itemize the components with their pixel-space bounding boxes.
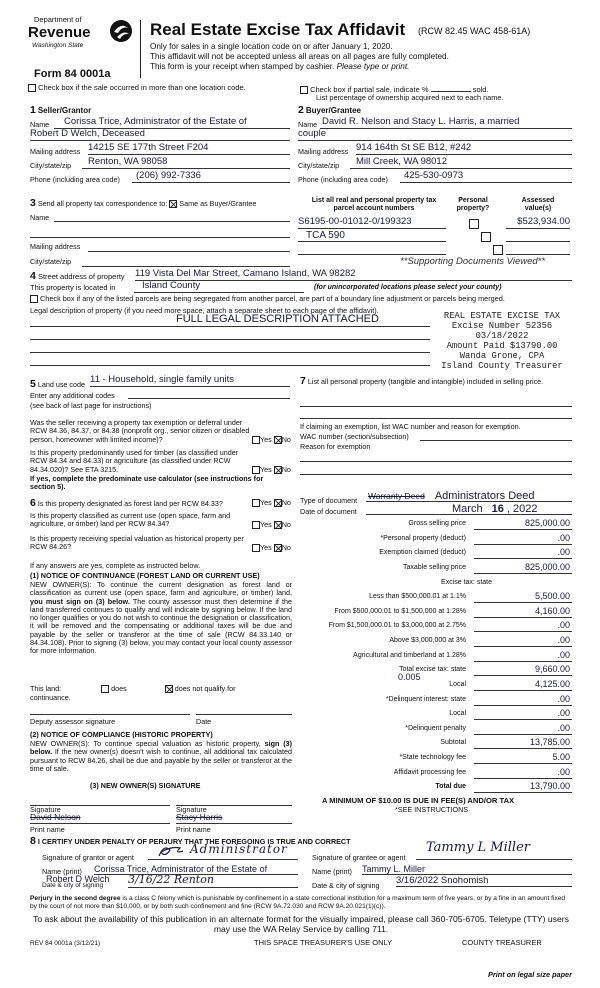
tax-row-value[interactable]: .00 [474,635,572,647]
tax-row-value[interactable]: 825,000.00 [474,562,572,574]
does-not-qualify-checkbox[interactable] [165,685,173,693]
tax-row [302,679,572,693]
assessed-value-1[interactable]: $523,934.00 [506,217,570,229]
seller-phone-label: Phone (including area code) [30,175,120,184]
historic-question: Is this property receiving special valuation as historical property per RCW 84.26? [30,534,244,552]
tax-row-value[interactable]: .00 [474,723,572,735]
tax-row-label: Local [449,680,466,688]
tax-row-value[interactable]: .00 [474,620,572,632]
exemption-question: Was the seller receiving a property tax exemption or deferral under RCW 84.36, 84.37, or 84.38 (nonprofit org., senior citizen or disabled person, homeowner with limited income)? [30,418,250,444]
see-instructions-note: *SEE INSTRUCTIONS [395,805,469,814]
tax-row-label: Gross selling price [408,520,466,527]
seller-name-line2[interactable]: Robert D Welch, Deceased [30,129,290,141]
grantor-signature-value: Administrator [190,842,288,856]
revenue-swirl-icon [108,18,134,44]
grantor-name-label: Name (print) [42,867,82,876]
section-4-number: 4 [30,270,36,282]
tax-row [302,650,572,664]
personal-property-header: Personal property? [456,197,490,213]
owner-sig-label-2: Signature [176,805,207,814]
treasurer-stamp [426,312,578,372]
tax-row [302,577,572,591]
buyer-phone-label: Phone (including area code) [298,175,388,184]
notice-1-text-c: The county assessor must then determine if the land transferred continues to qualify and will indicate by signing below. If the land no longer qualifies or you do not wish to continue the designation or classification, it will be removed and the compensating or additional taxes will be due and payable by the seller or transferor at the time of sale (RCW 84.33.140 or 84.34.108). Prior to signing (3) below, you may contact your local county assessor for more information. [30,596,293,656]
legal-description-field[interactable]: FULL LEGAL DESCRIPTION ATTACHED [176,313,379,325]
historic-no-checkbox[interactable] [274,544,282,552]
section-5-number: 5 [30,378,36,390]
treasurer-use-label: THIS SPACE TREASURER'S USE ONLY [254,938,393,947]
legal-size-note: Print on legal size paper [488,970,572,979]
owner-print-name-2[interactable]: Stacy Harris [176,813,292,824]
segregated-checkbox[interactable] [30,295,38,303]
page-title: Real Estate Excise Tax Affidavit [150,20,406,39]
unincorporated-note: (for unincorporated locations please select your county) [314,284,502,291]
forest-no-label: No [281,498,291,507]
subtitle-2: This affidavit will not be accepted unless all areas on all pages are fully completed. [150,52,449,61]
section-2-number: 2 [298,104,304,116]
notice-1-text-a: NEW OWNER(S): To continue the current designation as forest land or classification as current use (open space, farm and agriculture, or timber) land, [30,580,292,598]
seller-heading-label: Seller/Grantor [37,106,92,115]
tax-row [302,737,572,751]
doc-date-label: Date of document [300,507,357,516]
corr-addr-field[interactable] [88,240,290,252]
partial-sale-checkbox[interactable] [300,86,308,94]
section-3-text-b: Same as Buyer/Grantee [179,199,257,208]
tax-row-label: *Delinquent penalty [405,724,466,732]
forest-yes-checkbox[interactable] [252,499,260,507]
section-1-number: 1 [30,104,36,116]
any-yes-note: If any answers are yes, complete as instructed below. [30,561,201,570]
personal-property-checkbox-1[interactable] [469,219,479,229]
tax-row-value[interactable]: 4,160.00 [474,606,572,618]
tax-row [302,723,572,737]
doc-date-year: , 2022 [506,503,538,515]
multi-location-label: Check box if the sale occurred in more than one location code. [38,83,246,92]
section-7-heading [300,375,572,387]
tax-row-label: From $500,000.01 to $1,500,000 at 1.28% [334,607,466,615]
grantor-name-line1[interactable]: Corissa Trice, Administrator of the Estate of [94,864,298,875]
tax-row-value[interactable]: .00 [474,650,572,662]
legal-line-4[interactable] [30,355,430,366]
section-7-number: 7 [300,375,306,387]
notice-1-body [30,581,292,656]
forest-yes-no [252,499,291,507]
predominate-use-note: If yes, complete the predominate use calculator (see instructions for section 5). [30,474,264,492]
grantee-date-field[interactable]: 3/16/2022 Snohomish [396,876,572,887]
owner-sig-label-1: Signature [30,805,61,814]
grantor-date-field[interactable]: 3/16/22 Renton [128,874,298,888]
corr-name-field[interactable] [54,210,290,222]
tax-row-value[interactable]: 4,125.00 [474,679,572,691]
parcel-number-3[interactable] [298,243,446,255]
seller-addr-field[interactable]: 14215 SE 177th Street F204 [88,143,290,155]
buyer-city-label: City/state/zip [298,161,340,170]
tax-row [302,635,572,649]
buyer-addr-label: Mailing address [298,147,349,156]
grantee-signature-field[interactable] [416,840,572,860]
local-rate: 0.005 [398,672,421,682]
tax-row-label: From $1,500,000.01 to $3,000,000 at 2.75% [328,622,466,630]
tax-row-label: Agricultural and timberland at 1.28% [353,651,466,659]
tax-row-value[interactable]: .00 [474,533,572,545]
assessed-value-2[interactable] [506,230,570,242]
dor-logo [24,16,136,72]
ownership-note: List percentage of ownership acquired next to each name. [316,93,504,102]
tax-row-label: Total excise tax: state [399,666,466,674]
corr-name-field-2[interactable] [30,226,290,238]
seller-phone-field[interactable]: (206) 992-7336 [132,171,290,183]
property-street-field[interactable]: 119 Vista Del Mar Street, Camano Island, WA 98282 [135,269,572,281]
continuance-label: continuance. [30,693,71,702]
owner-print-name-1[interactable]: David Nelson [30,813,170,824]
historic-yes-label: Yes [260,543,272,552]
deputy-signature-label: Deputy assessor signature [30,717,116,726]
county-label: This property is located in [30,283,116,292]
stamp-line-4: Amount Paid $13790.00 [446,340,558,351]
historic-yes-checkbox[interactable] [252,544,260,552]
personal-property-line-2[interactable] [300,409,572,419]
doc-type-label: Type of document [300,496,358,505]
subtitle-3a: This form is your receipt when stamped by cashier. [150,62,335,71]
notice-1-title: (1) NOTICE OF CONTINUANCE (FOREST LAND OR CURRENT USE) [30,571,260,580]
exemption-no-label: No [281,435,291,444]
tax-row-label: Taxable selling price [402,563,466,571]
timber-yes-checkbox[interactable] [252,466,260,474]
grantor-sig-label: Signature of grantor or agent [42,853,134,862]
dept-line3: Washington State [32,42,84,49]
current-use-yes-no [252,521,291,529]
does-not-qualify-label: does not qualify for [174,684,236,693]
header-divider [140,20,141,78]
reason-label: Reason for exemption [300,442,371,451]
stamp-line-2: Excise Number 52356 [451,320,553,331]
tax-row-value[interactable]: .00 [474,708,572,720]
stamp-line-3: 03/18/2022 [475,330,529,341]
notice-2-text-c: If the new owner(s) doesn't wish to continue, all additional tax calculated pursuant to RCW 84.26, shall be due and payable by the seller or transferor at the time of sale. [30,747,292,773]
this-land-label: This land: [30,684,62,693]
tax-row [302,708,572,722]
buyer-name-line2[interactable]: couple [298,129,572,141]
assessed-value-3[interactable] [506,243,570,255]
perjury-title: Perjury in the second degree [30,895,121,902]
historic-no-label: No [281,543,291,552]
tax-row-label: *Personal property (deduct) [380,534,466,542]
forest-yes-label: Yes [260,498,272,507]
buyer-addr-field[interactable]: 914 164th St SE B12, #242 [356,143,572,155]
section-3-heading [30,197,256,209]
subtitle-3b: Please type or print. [336,62,410,71]
exemption-yes-label: Yes [260,435,272,444]
tax-row-value[interactable]: 5.00 [474,752,572,764]
current-use-yes-checkbox[interactable] [252,521,260,529]
grantor-date-label: Date & city of signing [42,882,104,889]
seller-heading [30,104,91,116]
assessed-value-header: Assessed value(s) [521,197,555,213]
seller-name-label: Name [30,120,50,129]
seller-city-field[interactable]: Renton, WA 98058 [82,157,290,169]
seller-city-label: City/state/zip [30,161,72,170]
tax-row [302,533,572,547]
land-use-field[interactable]: 11 - Household, single family units [90,375,290,387]
buyer-heading [298,104,361,116]
does-qualify-checkbox[interactable] [101,685,109,693]
current-use-question: Is this property classified as current use (open space, farm and agriculture, or timber) land per RCW 84.34? [30,511,231,529]
tax-row-value[interactable]: 13,790.00 [474,781,572,793]
notice-1-text-b: you must sign on (3) below. [30,596,130,606]
tax-row [302,518,572,532]
dept-line1: Department of [34,15,82,24]
current-use-no-label: No [281,520,291,529]
timber-no-label: No [281,465,291,474]
tax-row-value[interactable]: 13,785.00 [474,737,572,749]
tax-row [302,752,572,766]
corr-name-label: Name [30,213,50,222]
section-6-number: 6 [30,497,36,509]
section-4-street [30,270,125,282]
parcel-number-2[interactable]: TCA 590 [298,230,446,242]
segregated-check [30,295,575,303]
tax-row-label: Excise tax: state [441,578,492,586]
alt-format-note: To ask about the availability of this publication in an alternate format for the visually impaired, please call 360-705-6705. Teletype (TTY) users may use the WA Relay Service by calling 711. [33,914,569,934]
grantee-name-field[interactable]: Tammy L. Miller [362,864,572,875]
buyer-heading-label: Buyer/Grantee [305,106,361,115]
deputy-date-line[interactable] [196,705,292,715]
forest-question: Is this property designated as forest land per RCW 84.33? [37,499,223,508]
timber-question: Is this property predominantly used for timber (as classified under RCW 84.34 and 84.33) or agriculture (as classified under RCW 84.34.020)? See ETA 3215. [30,448,239,474]
partial-pct-field[interactable] [431,84,471,92]
perjury-body: is a class C felony which is punishable by confinement in a state correctional institution for a maximum term of five years, or by a fine in an amount fixed by the court of not more than $10,000, or by both such confinement and fine (RCW 9A.72.030 and RCW 9A.20.021(1)(c)). [30,895,566,910]
tax-row-label: Subtotal [440,739,466,747]
tax-row-value[interactable]: .00 [474,547,572,559]
tax-row-label: Exemption claimed (deduct) [379,549,466,557]
tax-row-value[interactable]: 5,500.00 [474,591,572,603]
notice-2-text-a: NEW OWNER(S): To continue special valuation as historic property, [30,739,261,748]
deputy-date-label: Date [196,717,212,726]
notice-2-text-b: sign (3) below. [30,739,292,757]
street-label: Street address of property [37,272,125,281]
grantor-signature-field[interactable] [148,842,298,860]
additional-codes-field[interactable] [128,388,290,399]
tax-row-label: Total due [435,783,466,791]
county-treasurer-label: COUNTY TREASURER [462,938,542,947]
section-8-number: 8 [30,835,36,847]
personal-property-line-1[interactable] [300,397,572,407]
tax-row [302,562,572,576]
additional-codes-label: Enter any additional codes [30,391,115,400]
land-use-label: Land use code [37,380,86,389]
form-number: Form 84 0001a [34,68,111,80]
partial-sale-label-a: Check box if partial sale, indicate % [310,85,429,94]
legal-description-label: Legal description of property (if you need more space, attach a separate sheet to each page of the affidavit). [30,306,379,315]
grantee-signature-value: Tammy L Miller [426,840,530,855]
seller-name-line1[interactable]: Corissa Trice, Administrator of the Estate of [54,117,290,129]
tax-row [302,781,572,795]
reason-line-2[interactable] [300,465,572,475]
personal-property-checkbox-2[interactable] [481,232,491,242]
owner-print-label-1: Print name [30,825,65,834]
historic-yes-no [252,544,291,552]
section-5-heading [30,378,85,390]
corr-addr-label: Mailing address [30,242,81,251]
buyer-name-line1[interactable]: David R. Nelson and Stacy L. Harris, a married [320,117,572,129]
tax-row [302,664,572,678]
notice-2-body [30,740,292,773]
exemption-yes-checkbox[interactable] [252,436,260,444]
tax-row-label: Above $3,000,000 at 3% [389,637,466,645]
minimum-fee-note: A MINIMUM OF $10.00 IS DUE IN FEE(S) AND/OR TAX [322,796,515,805]
wac-label: WAC number (section/subsection) [300,432,409,441]
section-3-number: 3 [30,197,36,209]
tax-row [302,591,572,605]
corr-city-field[interactable] [82,255,290,267]
exemption-no-checkbox[interactable] [274,436,282,444]
parcel-number-1[interactable]: S6195-00-01012-0/199323 [298,217,446,229]
legal-line-2[interactable] [30,329,430,340]
buyer-city-field[interactable]: Mill Creek, WA 98012 [350,157,572,169]
see-back-note: (see back of last page for instructions) [30,401,152,410]
wac-field[interactable] [420,431,572,441]
timber-no-checkbox[interactable] [274,466,282,474]
section-3-text-a: Send all property tax correspondence to: [37,199,168,208]
tax-row [302,547,572,561]
grantee-sig-label: Signature of grantee or agent [312,853,406,862]
dept-line2: Revenue [28,24,91,41]
current-use-yes-label: Yes [260,520,272,529]
exemption-yes-no [252,436,291,444]
does-qualify-label: does [111,684,127,693]
doc-date-day: 16 [491,503,504,515]
rev-number: REV 84 0001a (3/12/21) [30,940,101,947]
county-field[interactable]: Island County [134,281,304,293]
grantee-date-label: Date & city of signing [312,881,380,890]
notice-3-title: (3) NEW OWNER(S) SIGNATURE [90,781,201,790]
stamp-line-1: REAL ESTATE EXCISE TAX [443,311,561,321]
personal-property-checkbox-3[interactable] [493,245,503,255]
reason-line-1[interactable] [300,452,572,462]
supporting-docs-stamp: **Supporting Documents Viewed** [400,256,546,267]
grantee-name-label: Name (print) [312,867,352,876]
seller-addr-label: Mailing address [30,147,81,156]
tax-row-label: Affidavit processing fee [393,768,466,776]
rcw-reference: (RCW 82.45 WAC 458-61A) [418,26,531,36]
tax-row [302,620,572,634]
subtitle-1: Only for sales in a single location code on or after January 1, 2020. [150,42,393,51]
personal-property-text: List all personal property (tangible and intangible) included in selling price. [307,377,544,386]
buyer-name-label: Name [298,120,318,129]
tax-row-value[interactable]: 9,660.00 [474,664,572,676]
stamp-line-5: Wanda Grone, CPA [459,350,545,361]
section-6-q1 [30,497,252,509]
tax-row-value[interactable]: .00 [474,694,572,706]
legal-line-3[interactable] [30,342,430,353]
tax-row [302,606,572,620]
grantor-initials-scribble [156,842,186,860]
doc-date-month: March [452,503,483,515]
tax-row-label: Less than $500,000.01 at 1.1% [369,593,466,601]
exemption-instructions: If claiming an exemption, list WAC number and reason for exemption. [300,422,521,431]
doc-type-field[interactable] [366,490,572,502]
stamp-line-6: Island County Treasurer [441,360,563,371]
multi-location-check [28,84,246,93]
tax-row-value[interactable]: 825,000.00 [474,518,572,530]
grantor-name-line2[interactable]: Robert D Welch [46,874,110,884]
partial-sale-label-b: sold. [472,85,489,94]
tax-row [302,694,572,708]
tax-row-label: *Delinquent interest: state [385,695,466,703]
doc-type-struck: Warranty Deed [368,491,425,501]
deputy-signature-line[interactable] [30,705,190,715]
tax-row-label: Local [449,710,466,718]
doc-date-field[interactable] [366,503,572,515]
tax-table [302,518,572,796]
same-as-buyer-checkbox[interactable] [169,200,177,208]
segregated-label: Check box if any of the listed parcels are being segregated from another parcel, are part of a boundary line adjustment or parcels being merged. [40,294,505,303]
doc-type-value: Administrators Deed [434,490,535,502]
multi-location-checkbox[interactable] [28,84,36,92]
certify-text: I CERTIFY UNDER PENALTY OF PERJURY THAT THE FOREGOING IS TRUE AND CORRECT [37,837,351,846]
notice-2-title: (2) NOTICE OF COMPLIANCE (HISTORIC PROPERTY) [30,730,213,739]
buyer-phone-field[interactable]: 425-530-0973 [400,171,572,183]
parcel-header: List all real and personal property tax parcel account numbers [311,197,437,213]
forest-no-checkbox[interactable] [274,499,282,507]
perjury-notice [30,895,572,910]
subtitle-3 [150,62,409,71]
tax-row-label: *State technology fee [399,754,466,762]
corr-city-label: City/state/zip [30,257,72,266]
owner-print-label-2: Print name [176,825,211,834]
timber-yes-label: Yes [260,465,272,474]
current-use-no-checkbox[interactable] [274,521,282,529]
tax-row-value[interactable]: .00 [474,767,572,779]
tax-row [302,767,572,781]
